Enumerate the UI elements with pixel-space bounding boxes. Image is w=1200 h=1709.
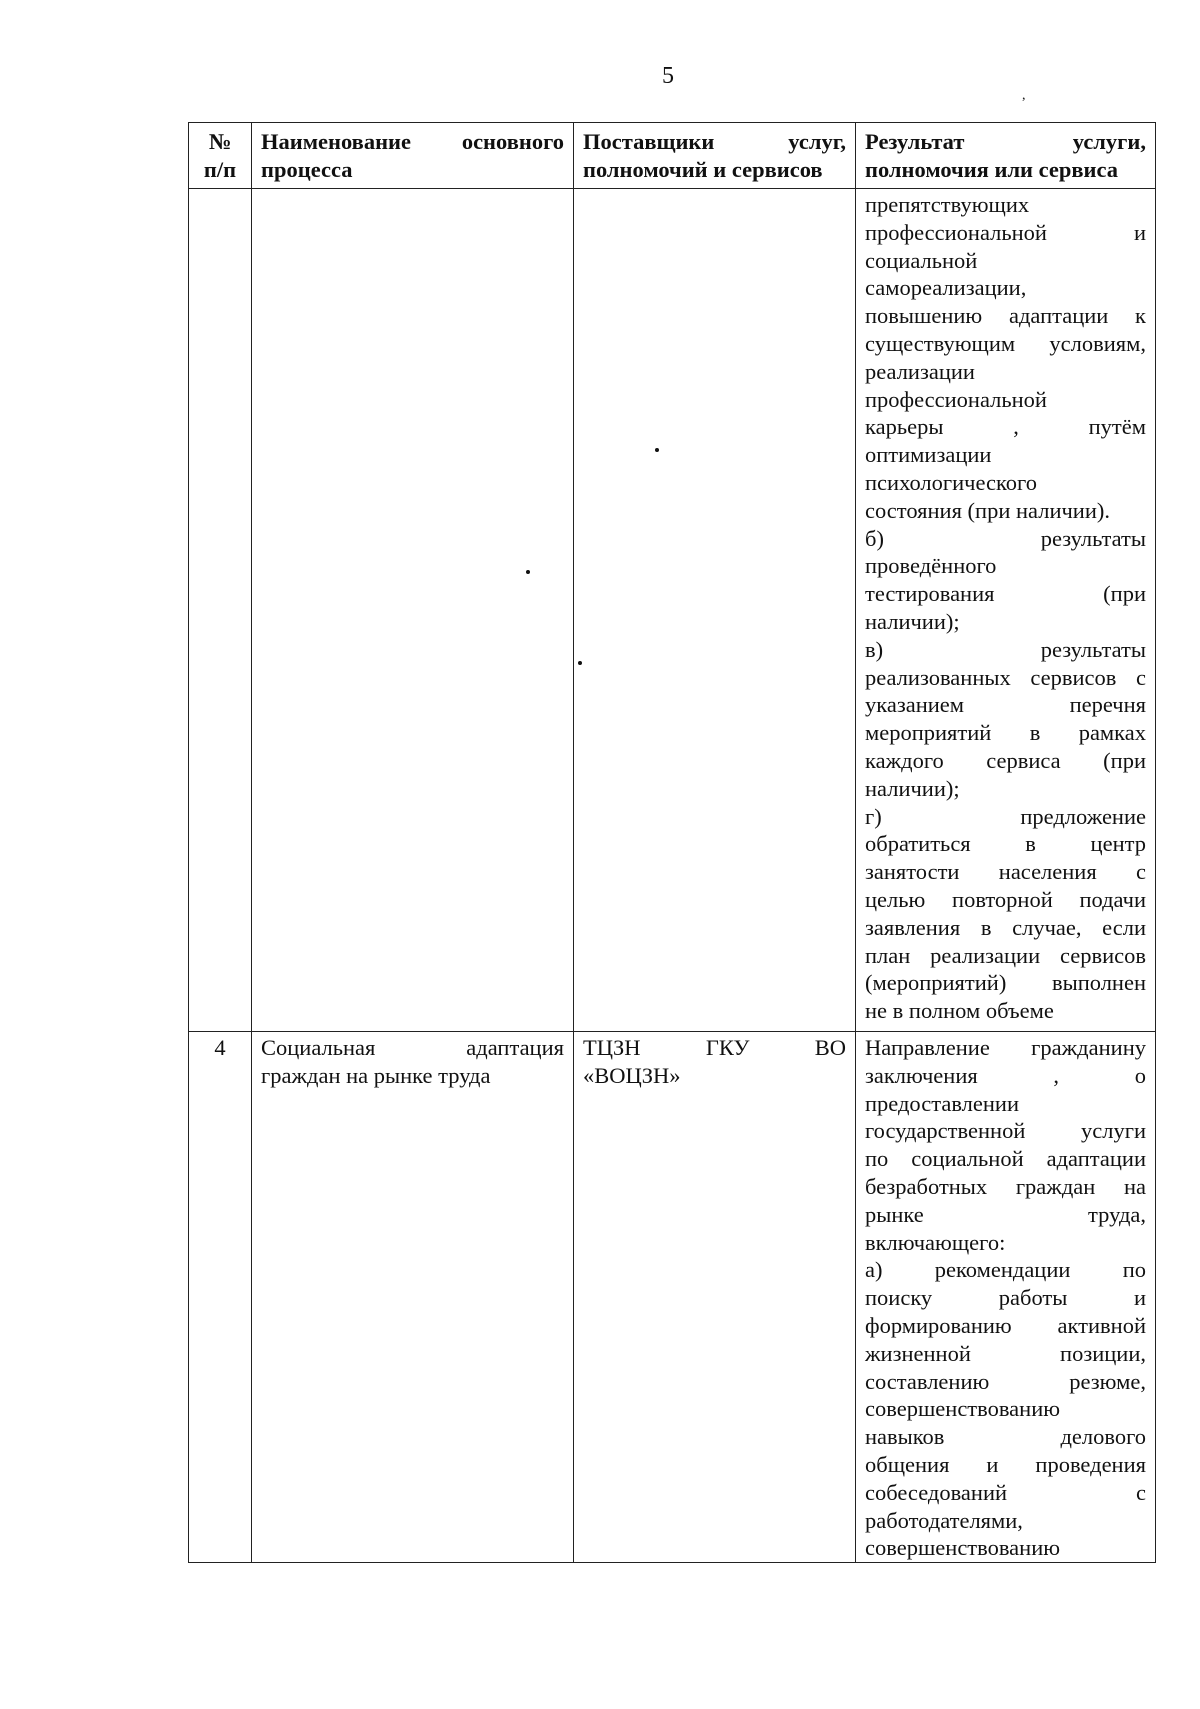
cell-process-empty bbox=[252, 189, 574, 1032]
result-line: не в полном объеме bbox=[865, 998, 1054, 1024]
corner-mark: , bbox=[1022, 88, 1026, 103]
header-process-line2: процесса bbox=[261, 156, 353, 182]
result-line: наличии); bbox=[865, 608, 960, 634]
result-line: навыков делового bbox=[865, 1424, 1146, 1450]
result-line: общения и проведения bbox=[865, 1451, 1146, 1477]
result-line: заключения , о bbox=[865, 1062, 1146, 1088]
result-line: план реализации сервисов bbox=[865, 942, 1146, 968]
process-line1: Социальная адаптация bbox=[261, 1035, 564, 1060]
result-line: проведённого bbox=[865, 553, 997, 579]
result-line: г) предложение bbox=[865, 803, 1146, 829]
result-line: социальной bbox=[865, 247, 978, 273]
result-line: б) результаты bbox=[865, 525, 1146, 551]
header-result-line2: полномочия или сервиса bbox=[865, 156, 1119, 182]
result-line: препятствующих bbox=[865, 192, 1030, 217]
result-line: указанием перечня bbox=[865, 692, 1146, 718]
result-line: Направление гражданину bbox=[865, 1035, 1146, 1060]
result-line: карьеры , путём bbox=[865, 414, 1146, 440]
result-line: реализованных сервисов с bbox=[865, 664, 1146, 690]
result-line: состояния (при наличии). bbox=[865, 497, 1111, 523]
result-line: безработных граждан на bbox=[865, 1173, 1146, 1199]
header-number-line2: п/п bbox=[203, 156, 237, 182]
result-line: заявления в случае, если bbox=[865, 914, 1146, 940]
result-line: по социальной адаптации bbox=[865, 1146, 1146, 1172]
result-line: мероприятий в рамках bbox=[865, 720, 1146, 746]
result-line: государственной услуги bbox=[865, 1118, 1146, 1144]
result-line: профессиональной и bbox=[865, 219, 1146, 245]
cell-process bbox=[252, 1032, 574, 1563]
result-line: а) рекомендации по bbox=[865, 1257, 1146, 1283]
header-providers-line1: Поставщики услуг, bbox=[583, 129, 846, 154]
result-line: в) результаты bbox=[865, 636, 1146, 662]
cell-number: 4 bbox=[189, 1032, 252, 1563]
result-line: каждого сервиса (при bbox=[865, 747, 1146, 773]
scan-speck bbox=[578, 661, 582, 665]
result-line: (мероприятий) выполнен bbox=[865, 970, 1146, 996]
header-process-line1: Наименование основного bbox=[261, 129, 564, 154]
page-number: 5 bbox=[662, 63, 674, 89]
cell-number-empty bbox=[189, 189, 252, 1032]
result-line: оптимизации bbox=[865, 442, 992, 468]
process-line2: граждан на рынке труда bbox=[261, 1062, 491, 1088]
scan-speck bbox=[655, 448, 659, 452]
result-line: тестирования (при bbox=[865, 581, 1146, 607]
providers-line1: ТЦЗН ГКУ ВО bbox=[583, 1035, 846, 1060]
scan-speck bbox=[526, 570, 530, 574]
result-line: целью повторной подачи bbox=[865, 886, 1146, 912]
header-number-line1: № bbox=[208, 129, 232, 154]
header-number bbox=[189, 123, 252, 189]
services-table bbox=[188, 122, 1156, 1563]
result-line: формированию активной bbox=[865, 1312, 1146, 1338]
result-line: психологического bbox=[865, 469, 1037, 495]
table-row-continuation bbox=[189, 189, 1156, 1032]
result-line: профессиональной bbox=[865, 386, 1047, 412]
result-line: жизненной позиции, bbox=[865, 1340, 1146, 1366]
result-line: предоставлении bbox=[865, 1090, 1019, 1116]
result-line: совершенствованию bbox=[865, 1535, 1061, 1561]
table-header-row bbox=[189, 123, 1156, 189]
table-row-4 bbox=[189, 1032, 1156, 1563]
result-line: самореализации, bbox=[865, 275, 1027, 301]
cell-providers bbox=[574, 1032, 856, 1563]
cell-result bbox=[856, 1032, 1156, 1563]
result-line: совершенствованию bbox=[865, 1396, 1061, 1422]
result-line: реализации bbox=[865, 358, 975, 384]
result-line: включающего: bbox=[865, 1229, 1006, 1255]
result-line: повышению адаптации к bbox=[865, 303, 1146, 329]
result-line: обратиться в центр bbox=[865, 831, 1146, 857]
cell-providers-empty bbox=[574, 189, 856, 1032]
result-line: существующим условиям, bbox=[865, 330, 1146, 356]
header-providers bbox=[574, 123, 856, 189]
result-line: поиску работы и bbox=[865, 1285, 1146, 1311]
header-result bbox=[856, 123, 1156, 189]
result-line: наличии); bbox=[865, 775, 960, 801]
header-providers-line2: полномочий и сервисов bbox=[583, 156, 823, 182]
result-line: составлению резюме, bbox=[865, 1368, 1146, 1394]
result-line: работодателями, bbox=[865, 1507, 1023, 1533]
result-line: рынке труда, bbox=[865, 1201, 1146, 1227]
result-line: собеседований с bbox=[865, 1479, 1146, 1505]
header-process bbox=[252, 123, 574, 189]
header-result-line1: Результат услуги, bbox=[865, 129, 1146, 154]
result-line: занятости населения с bbox=[865, 859, 1146, 885]
cell-result-continuation bbox=[856, 189, 1156, 1032]
providers-line2: «ВОЦЗН» bbox=[583, 1062, 681, 1088]
